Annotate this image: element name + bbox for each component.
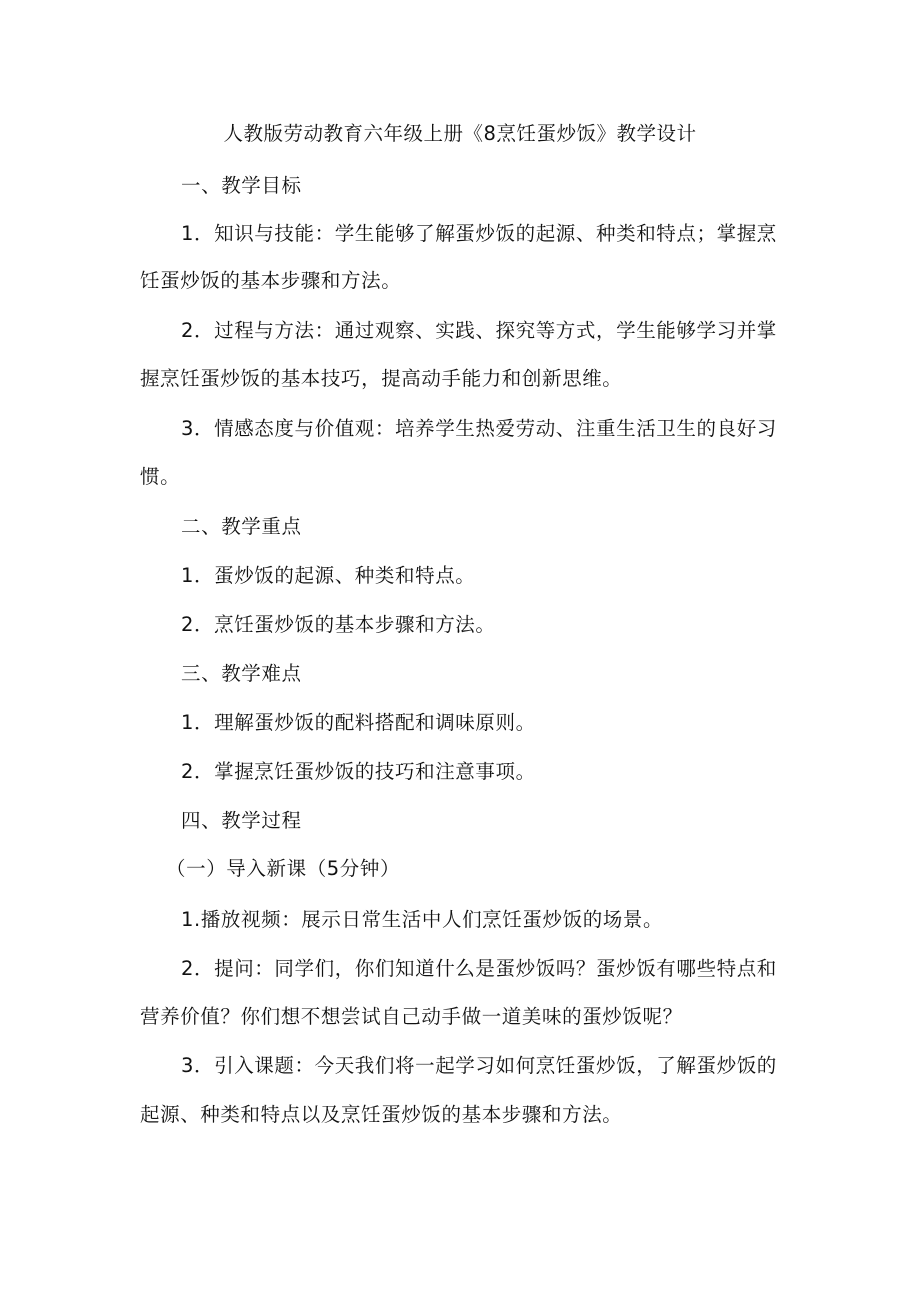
paragraph-line: 握烹饪蛋炒饭的基本技巧，提高动手能力和创新思维。 [140, 367, 623, 390]
subsection-heading: （一）导入新课（5分钟） [166, 857, 401, 880]
paragraph-line: 2．提问：同学们，你们知道什么是蛋炒饭吗？蛋炒饭有哪些特点和 [181, 957, 777, 980]
paragraph-line: 1．蛋炒饭的起源、种类和特点。 [181, 564, 476, 587]
paragraph-line: 3．引入课题：今天我们将一起学习如何烹饪蛋炒饭，了解蛋炒饭的 [181, 1054, 777, 1077]
paragraph-line: 3．情感态度与价值观：培养学生热爱劳动、注重生活卫生的良好习 [181, 417, 777, 440]
paragraph-line: 饪蛋炒饭的基本步骤和方法。 [140, 269, 402, 292]
paragraph-line: 1.播放视频：展示日常生活中人们烹饪蛋炒饭的场景。 [181, 908, 664, 931]
document-title: 人教版劳动教育六年级上册《8烹饪蛋炒饭》教学设计 [223, 122, 697, 145]
paragraph-line: 1．理解蛋炒饭的配料搭配和调味原则。 [181, 711, 536, 734]
section-heading-objectives: 一、教学目标 [181, 174, 302, 197]
paragraph-line: 营养价值？你们想不想尝试自己动手做一道美味的蛋炒饭呢？ [140, 1005, 683, 1028]
paragraph-line: 2．过程与方法：通过观察、实践、探究等方式，学生能够学习并掌 [181, 319, 777, 342]
paragraph-line: 2．掌握烹饪蛋炒饭的技巧和注意事项。 [181, 760, 536, 783]
paragraph-line: 2．烹饪蛋炒饭的基本步骤和方法。 [181, 613, 496, 636]
section-heading-difficulties: 三、教学难点 [181, 662, 302, 685]
paragraph-line: 惯。 [140, 465, 181, 488]
paragraph-line: 1．知识与技能：学生能够了解蛋炒饭的起源、种类和特点；掌握烹 [181, 222, 777, 245]
section-heading-process: 四、教学过程 [181, 809, 302, 832]
paragraph-line: 起源、种类和特点以及烹饪蛋炒饭的基本步骤和方法。 [140, 1103, 623, 1126]
section-heading-key-points: 二、教学重点 [181, 515, 302, 538]
